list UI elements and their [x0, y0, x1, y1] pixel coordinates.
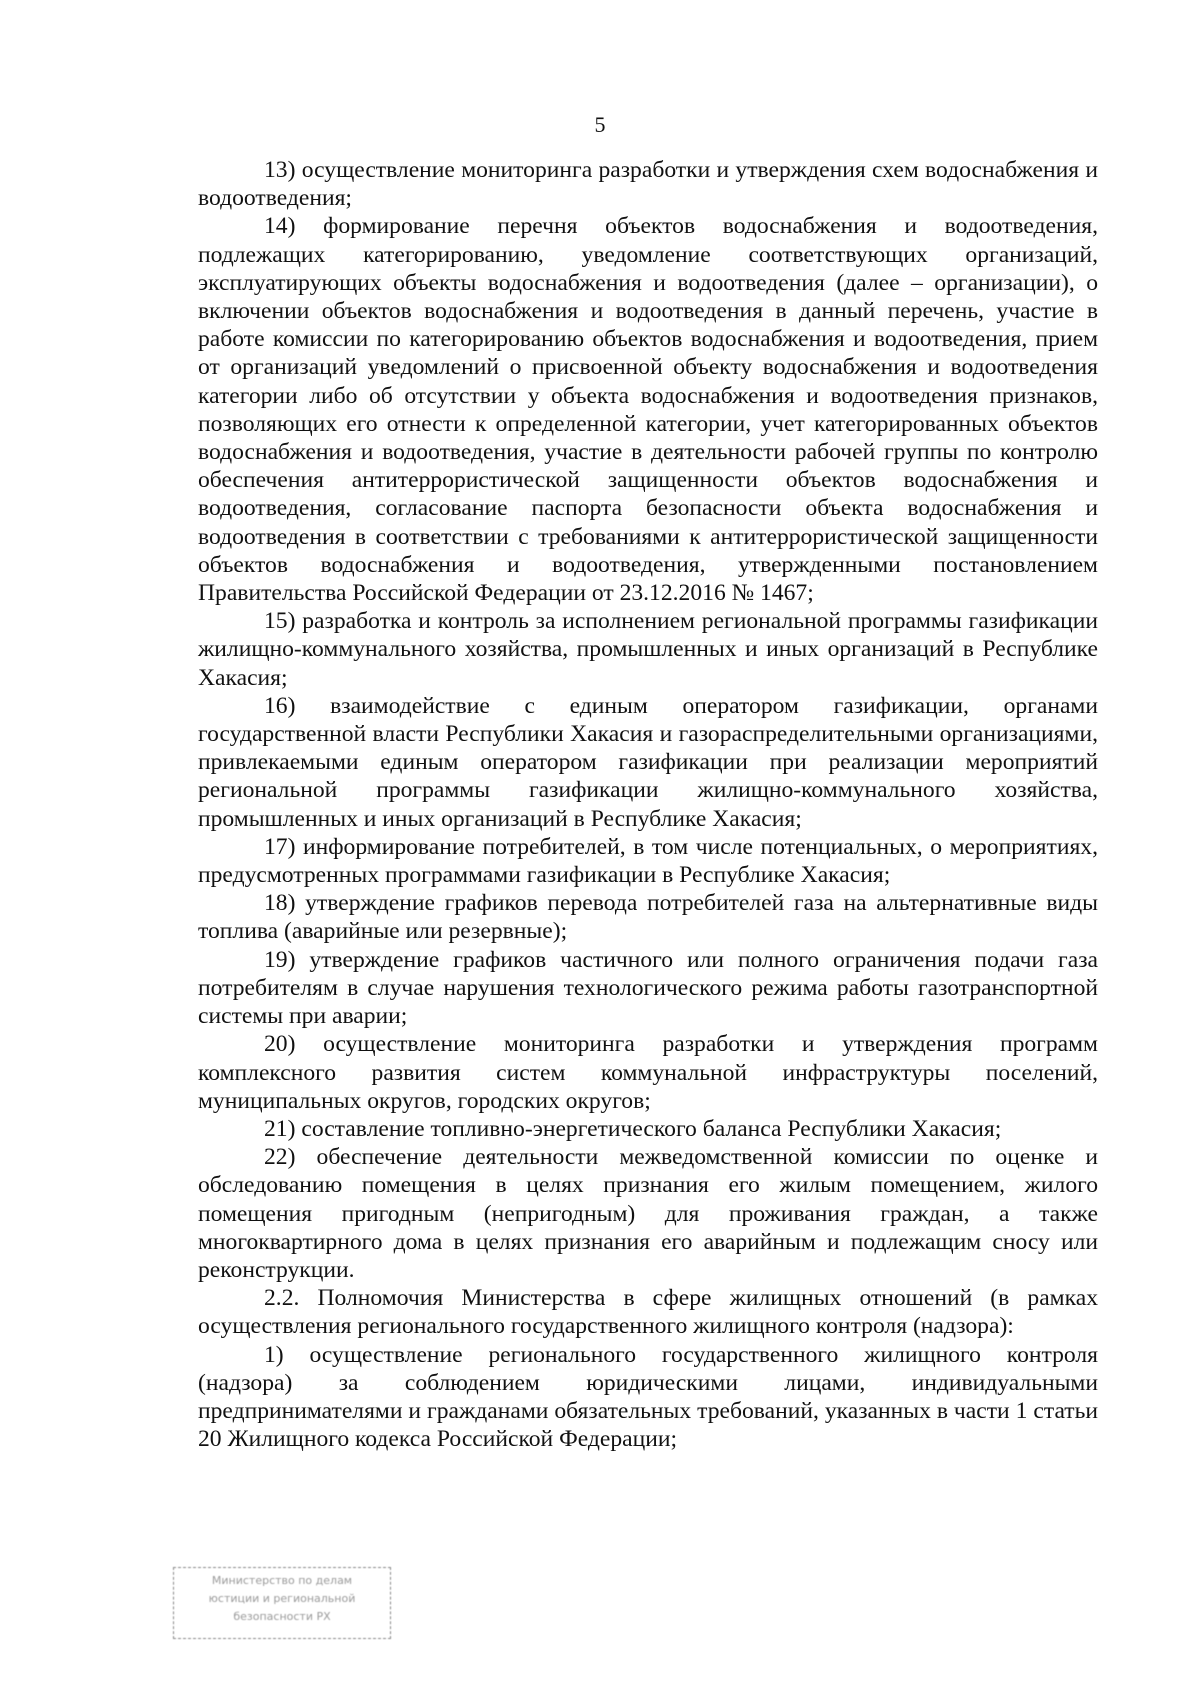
stamp-line: Министерство по делам [211, 1574, 353, 1587]
paragraph: 13) осуществление мониторинга разработки и утверждения схем водоснабжения и водоотведения; [198, 157, 1098, 212]
paragraph: 2.2. Полномочия Министерства в сфере жилищных отношений (в рамках осуществления регионального государственного жилищного контроля (надзора): [198, 1285, 1098, 1340]
paragraph: 16) взаимодействие с единым оператором газификации, органами государственной власти Республики Хакасия и газораспределительными организациями, привлекаемыми единым оператором газификации при реализации мероприятий региональной программы газификации жилищно-коммунального хозяйства, промышленных и иных организаций в Республике Хакасия; [198, 692, 1098, 832]
registration-stamp [173, 1567, 391, 1639]
paragraph: 1) осуществление регионального государственного жилищного контроля (надзора) за соблюдением юридическими лицами, индивидуальными предпринимателями и гражданами обязательных требований, указанных в части 1 статьи 20 Жилищного кодекса Российской Федерации; [198, 1341, 1098, 1453]
paragraph: 17) информирование потребителей, в том числе потенциальных, о мероприятиях, предусмотренных программами газификации в Республике Хакасия; [198, 833, 1098, 889]
paragraph: 21) составление топливно-энергетического баланса Республики Хакасия; [264, 1115, 1002, 1142]
paragraph: 19) утверждение графиков частичного или полного ограничения подачи газа потребителям в случае нарушения технологического режима работы газотранспортной системы при аварии; [198, 946, 1098, 1030]
page-number: 5 [594, 112, 606, 137]
document-body [198, 156, 1098, 1453]
paragraph: 22) обеспечение деятельности межведомственной комиссии по оценке и обследованию помещения в целях признания его жилым помещением, жилого помещения пригодным (непригодным) для проживания граждан, а также многоквартирного дома в целях признания его аварийным и подлежащим сносу или реконструкции. [198, 1144, 1098, 1283]
paragraph: 20) осуществление мониторинга разработки и утверждения программ комплексного развития систем коммунальной инфраструктуры поселений, муниципальных округов, городских округов; [198, 1031, 1098, 1114]
stamp-line: безопасности РХ [233, 1610, 331, 1623]
stamp-line: юстиции и региональной [208, 1592, 356, 1605]
paragraph: 15) разработка и контроль за исполнением региональной программы газификации жилищно-коммунального хозяйства, промышленных и иных организаций в Республике Хакасия; [198, 608, 1098, 691]
paragraph: 14) формирование перечня объектов водоснабжения и водоотведения, подлежащих категорированию, уведомление соответствующих организаций, эксплуатирующих объекты водоснабжения и водоотведения (далее – организации), о включении объектов водоснабжения и водоотведения в данный перечень, участие в работе комиссии по категорированию объектов водоснабжения и водоотведения, прием от организаций уведомлений о присвоенной объекту водоснабжения и водоотведения категории либо об отсутствии у объекта водоснабжения и водоотведения признаков, позволяющих его отнести к определенной категории, учет категорированных объектов водоснабжения и водоотведения, участие в деятельности рабочей группы по контролю обеспечения антитеррористической защищенности объектов водоснабжения и водоотведения, согласование паспорта безопасности объекта водоснабжения и водоотведения в соответствии с требованиями к антитеррористической защищенности объектов водоснабжения и водоотведения, утвержденными постановлением Правительства Российской Федерации от 23.12.2016 № 1467; [198, 213, 1098, 607]
paragraph: 18) утверждение графиков перевода потребителей газа на альтернативные виды топлива (аварийные или резервные); [198, 890, 1098, 945]
